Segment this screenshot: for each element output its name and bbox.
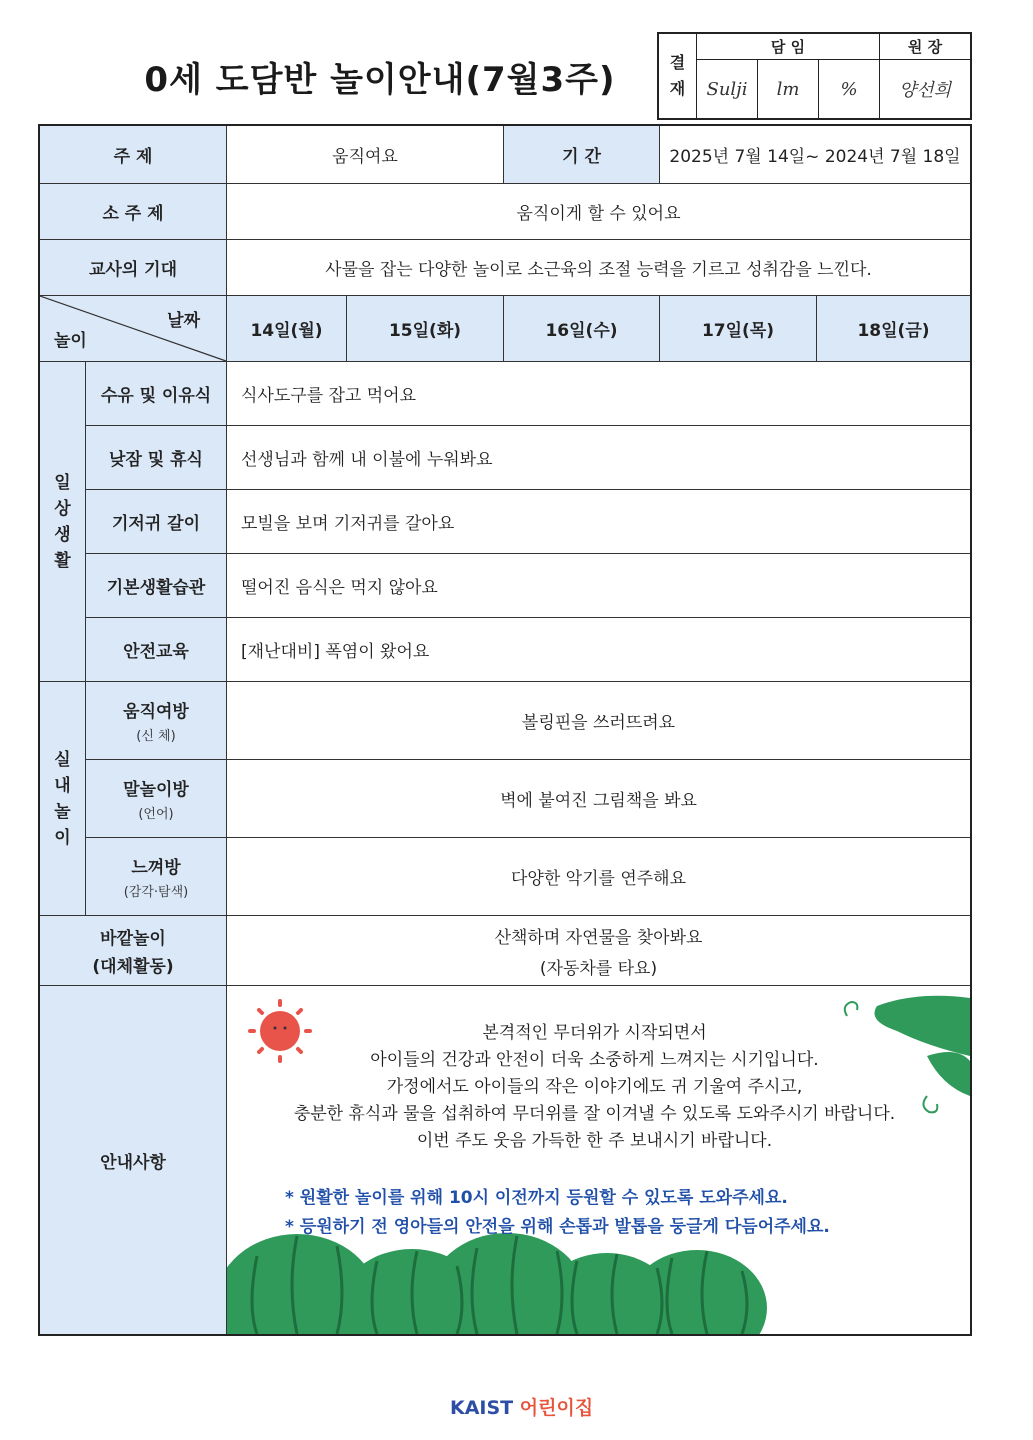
page-title: 0세 도담반 놀이안내(7월3주) bbox=[144, 60, 616, 100]
signature-director: 양선희 bbox=[898, 80, 952, 101]
indoor-row-title: 말놀이방 bbox=[123, 780, 189, 800]
day-header: 15일(화) bbox=[347, 296, 504, 362]
expectation-label: 교사의 기대 bbox=[40, 240, 227, 296]
daily-row-value: [재난대비] 폭염이 왔어요 bbox=[227, 618, 970, 682]
guide-line: 본격적인 무더위가 시작되면서 bbox=[482, 1023, 707, 1043]
daily-row-label: 낮잠 및 휴식 bbox=[86, 426, 227, 490]
outdoor-value bbox=[227, 916, 970, 986]
day-header: 17일(목) bbox=[660, 296, 817, 362]
period-label: 기 간 bbox=[504, 126, 660, 184]
notice-line: * 원활한 놀이를 위해 10시 이전까지 등원할 수 있도록 도와주세요. bbox=[285, 1188, 788, 1208]
approval-label: 결 재 bbox=[659, 34, 697, 118]
daily-row-label: 기저귀 갈이 bbox=[86, 490, 227, 554]
logo-sub: 어린이집 bbox=[519, 1397, 594, 1419]
approval-box bbox=[657, 32, 972, 120]
date-play-corner bbox=[40, 296, 227, 362]
signature-2: lm bbox=[758, 60, 819, 118]
play-label: 놀이 bbox=[54, 331, 87, 351]
daily-row-value: 선생님과 함께 내 이불에 누워봐요 bbox=[227, 426, 970, 490]
indoor-row-label bbox=[86, 682, 227, 760]
expectation-value: 사물을 잡는 다양한 놀이로 소근육의 조절 능력을 기르고 성취감을 느낀다. bbox=[227, 240, 970, 296]
daily-row-value: 모빌을 보며 기저귀를 갈아요 bbox=[227, 490, 970, 554]
day-header: 14일(월) bbox=[227, 296, 347, 362]
day-header: 18일(금) bbox=[817, 296, 970, 362]
daily-row-value: 식사도구를 잡고 먹어요 bbox=[227, 362, 970, 426]
daily-row-label: 기본생활습관 bbox=[86, 554, 227, 618]
logo-main: KAIST bbox=[450, 1397, 514, 1419]
subtopic-value: 움직이게 할 수 있어요 bbox=[227, 184, 970, 240]
guide-line: 가정에서도 아이들의 작은 이야기에도 귀 기울여 주시고, bbox=[386, 1077, 803, 1097]
guide-label: 안내사항 bbox=[40, 986, 227, 1334]
date-label: 날짜 bbox=[167, 311, 200, 331]
director-label: 원 장 bbox=[880, 34, 970, 60]
guide-line: 충분한 휴식과 물을 섭취하여 무더위를 잘 이겨낼 수 있도록 도와주시기 바랍니다. bbox=[293, 1104, 896, 1124]
day-header: 16일(수) bbox=[504, 296, 660, 362]
indoor-row-sub: (감각·탐색) bbox=[123, 885, 189, 900]
indoor-row-title: 느껴방 bbox=[131, 858, 181, 878]
daily-row-label: 수유 및 이유식 bbox=[86, 362, 227, 426]
daily-row-label: 안전교육 bbox=[86, 618, 227, 682]
subtopic-label: 소 주 제 bbox=[40, 184, 227, 240]
outdoor-line-1: 산책하며 자연물을 찾아봐요 bbox=[494, 927, 703, 948]
outdoor-label: 바깥놀이 bbox=[100, 929, 166, 949]
indoor-row-label bbox=[86, 760, 227, 838]
topic-label: 주 제 bbox=[40, 126, 227, 184]
guide-text bbox=[222, 1020, 967, 1155]
outdoor-sub: (대체활동) bbox=[92, 957, 174, 977]
indoor-row-label bbox=[86, 838, 227, 916]
homeroom-label: 담 임 bbox=[697, 34, 880, 60]
notice-line: * 등원하기 전 영아들의 안전을 위해 손톱과 발톱을 둥글게 다듬어주세요. bbox=[285, 1217, 830, 1237]
guide-line: 이번 주도 웃음 가득한 한 주 보내시기 바랍니다. bbox=[416, 1131, 773, 1151]
signature-3: % bbox=[819, 60, 880, 118]
indoor-row-value: 다양한 악기를 연주해요 bbox=[227, 838, 970, 916]
indoor-row-value: 볼링핀을 쓰러뜨려요 bbox=[227, 682, 970, 760]
outdoor-line-2: (자동차를 타요) bbox=[539, 958, 658, 979]
indoor-row-sub: (언어) bbox=[138, 807, 174, 822]
indoor-row-sub: (신 체) bbox=[136, 729, 176, 744]
period-value: 2025년 7월 14일~ 2024년 7월 18일 bbox=[660, 126, 970, 184]
kaist-logo bbox=[450, 1393, 593, 1420]
daily-life-group-label: 일 상 생 활 bbox=[40, 362, 86, 682]
outdoor-label-cell bbox=[40, 916, 227, 986]
daily-row-value: 떨어진 음식은 먹지 않아요 bbox=[227, 554, 970, 618]
topic-value: 움직여요 bbox=[227, 126, 504, 184]
guide-line: 아이들의 건강과 안전이 더욱 소중하게 느껴지는 시기입니다. bbox=[370, 1050, 819, 1070]
indoor-group-label: 실 내 놀 이 bbox=[40, 682, 86, 916]
indoor-row-value: 벽에 붙여진 그림책을 봐요 bbox=[227, 760, 970, 838]
signature-1: Sulji bbox=[697, 60, 758, 118]
indoor-row-title: 움직여방 bbox=[123, 702, 189, 722]
